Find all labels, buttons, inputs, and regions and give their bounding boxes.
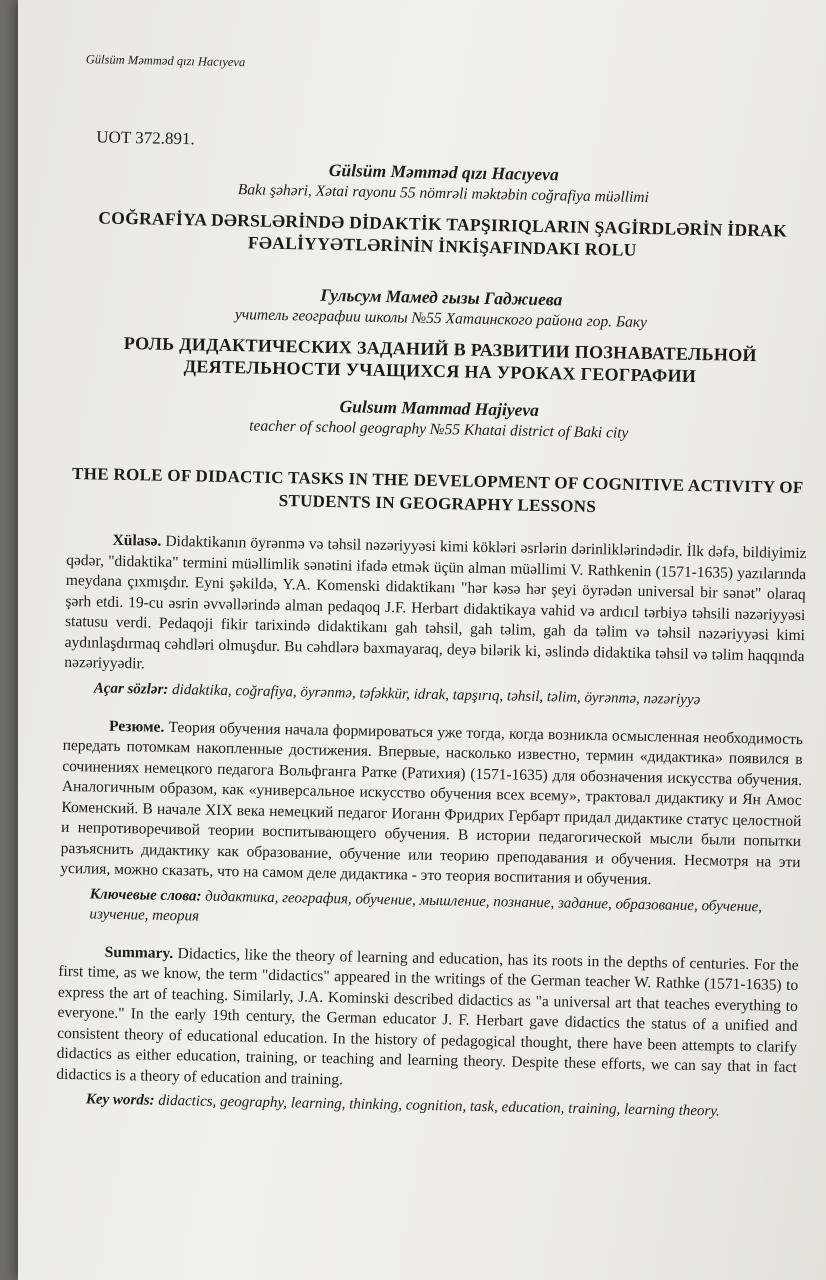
keywords-ru-label: Ключевые слова: xyxy=(89,885,202,905)
title-az: COĞRAFİYA DƏRSLƏRİNDƏ DİDAKTİK TAPŞIRIQLARIN ŞAGİRDLƏRİN İDRAK FƏALİYYƏTLƏRİNİN İNKİŞAFINDAKI ROLU xyxy=(98,207,788,260)
title-ru: РОЛЬ ДИДАКТИЧЕСКИХ ЗАДАНИЙ В РАЗВИТИИ ПОЗНАВАТЕЛЬНОЙ ДЕЯТЕЛЬНОСТИ УЧАЩИХСЯ НА УРОКАХ ГЕОГРАФИИ xyxy=(123,332,758,386)
running-head: Gülsüm Məmməd qızı Hacıyeva xyxy=(85,52,246,70)
abstract-ru-text: Теория обучения начала формироваться уже тогда, когда возникла осмысленная необходимость передать потомкам накопленные достижения. Впервые, насколько известно, термин «дидактика» появился в сочинениях немецкого педагога Вольфганга Ратке (Ратихия) (1571-1635) для обозначения искусства обучения. Аналогичным образом, как «универсальное искусство обучения всех всему», трактовал дидактику и Ян Амос Коменский. В начале XIX века немецкий педагог Иоганн Фридрих Гербарт придал дидактике статус целостной и непротиворечивой теории воспитывающего обучения. В истории педагогической мысли были попытки разъяснить дидактику как образование, обучение или теорию преподавания и обучения. Несмотря на эти усилия, можно сказать, что на самом деле дидактика - это теория воспитания и обучения. xyxy=(60,718,804,889)
page xyxy=(18,0,826,1280)
keywords-az-label: Açar sözlər: xyxy=(93,679,169,698)
abstract-ru xyxy=(60,715,803,893)
keywords-ru-text: дидактика, география, обучение, мышление, познание, задание, образование, обучение, изучение, теория xyxy=(89,888,763,925)
keywords-ru xyxy=(59,883,800,937)
abstract-en-text: Didactics, like the theory of learning and education, has its roots in the depths of centuries. For the first time, as we know, the term "didactics" appeared in the writings of the German teacher W. Rathke (1571-1635) to express the art of teaching. Similarly, J.A. Kominski described didactics as "a universal art that teaches everything to everyone." In the early 19th century, the German educator J. F. Herbart gave didactics the status of a unified and consistent theory of educational education. In the history of pedagogical thought, there have been attempts to clarify didactics as either education, training, or teaching and learning theory. Despite these efforts, we can say that in fact didactics is a theory of education and training. xyxy=(56,944,799,1088)
author-az: Gülsüm Məmməd qızı Hacıyeva xyxy=(328,159,559,185)
abstract-en xyxy=(56,941,799,1099)
udc-code: UOT 372.891. xyxy=(96,127,195,149)
affiliation-az: Bakı şəhəri, Xətai rayonu 55 nömrəli məktəbin coğrafiya müəllimi xyxy=(237,181,650,207)
author-en: Gulsum Mammad Hajiyeva xyxy=(339,396,540,420)
title-en: THE ROLE OF DIDACTIC TASKS IN THE DEVELOPMENT OF COGNITIVE ACTIVITY OF STUDENTS IN GEOGRAPHY LESSONS xyxy=(71,464,804,517)
abstract-az-label: Xülasə. xyxy=(112,531,162,550)
abstract-en-label: Summary. xyxy=(104,943,174,962)
affiliation-ru: учитель географии школы №55 Хатаинского района гор. Баку xyxy=(234,306,648,332)
abstract-ru-label: Резюме. xyxy=(108,717,165,736)
affiliation-en: teacher of school geography №55 Khatai district of Baki city xyxy=(249,417,629,442)
article xyxy=(56,52,816,1129)
author-ru: Гульсум Мамед гызы Гаджиева xyxy=(320,284,563,310)
abstract-az xyxy=(64,530,807,688)
keywords-en-label: Key words: xyxy=(85,1091,155,1109)
keywords-en-text: didactics, geography, learning, thinking, cognition, task, education, training, learning theory. xyxy=(158,1092,721,1120)
keywords-az-text: didaktika, coğrafiya, öyrənmə, təfəkkür, idrak, tapşırıq, təhsil, təlim, öyrənmə, nəzəriyyə xyxy=(171,681,701,708)
abstract-az-text: Didaktikanın öyrənmə və təhsil nəzəriyyəsi kimi kökləri əsrlərin dərinliklərindədir. İlk dəfə, bildiyimiz qədər, "didaktika" termini müəllimlik sənətini ifadə etmək üçün alman müəllimi V. Rathkenin (1571-1635) yazılarında meydana çıxmışdır. Eyni şəkildə, Y.A. Komenski didaktikanı "hər kəsə hər şeyi öyrədən universal bir sənət" olaraq şərh etdi. 19-cu əsrin əvvəllərində alman pedaqoq J.F. Herbart didaktikaya vahid və ardıcıl tərbiyə təhsili nəzəriyyəsi statusu verdi. Pedaqoji fikir tarixində didaktikanı gah təhsil, gah təlim, gah da təlim və təhsil nəzəriyyəsi kimi aydınlaşdırmaq cəhdləri olmuşdur. Bu cəhdlərə baxmayaraq, deyə bilərik ki, əslində didaktika təhsil və təlim haqqında nəzəriyyədir. xyxy=(64,532,807,673)
